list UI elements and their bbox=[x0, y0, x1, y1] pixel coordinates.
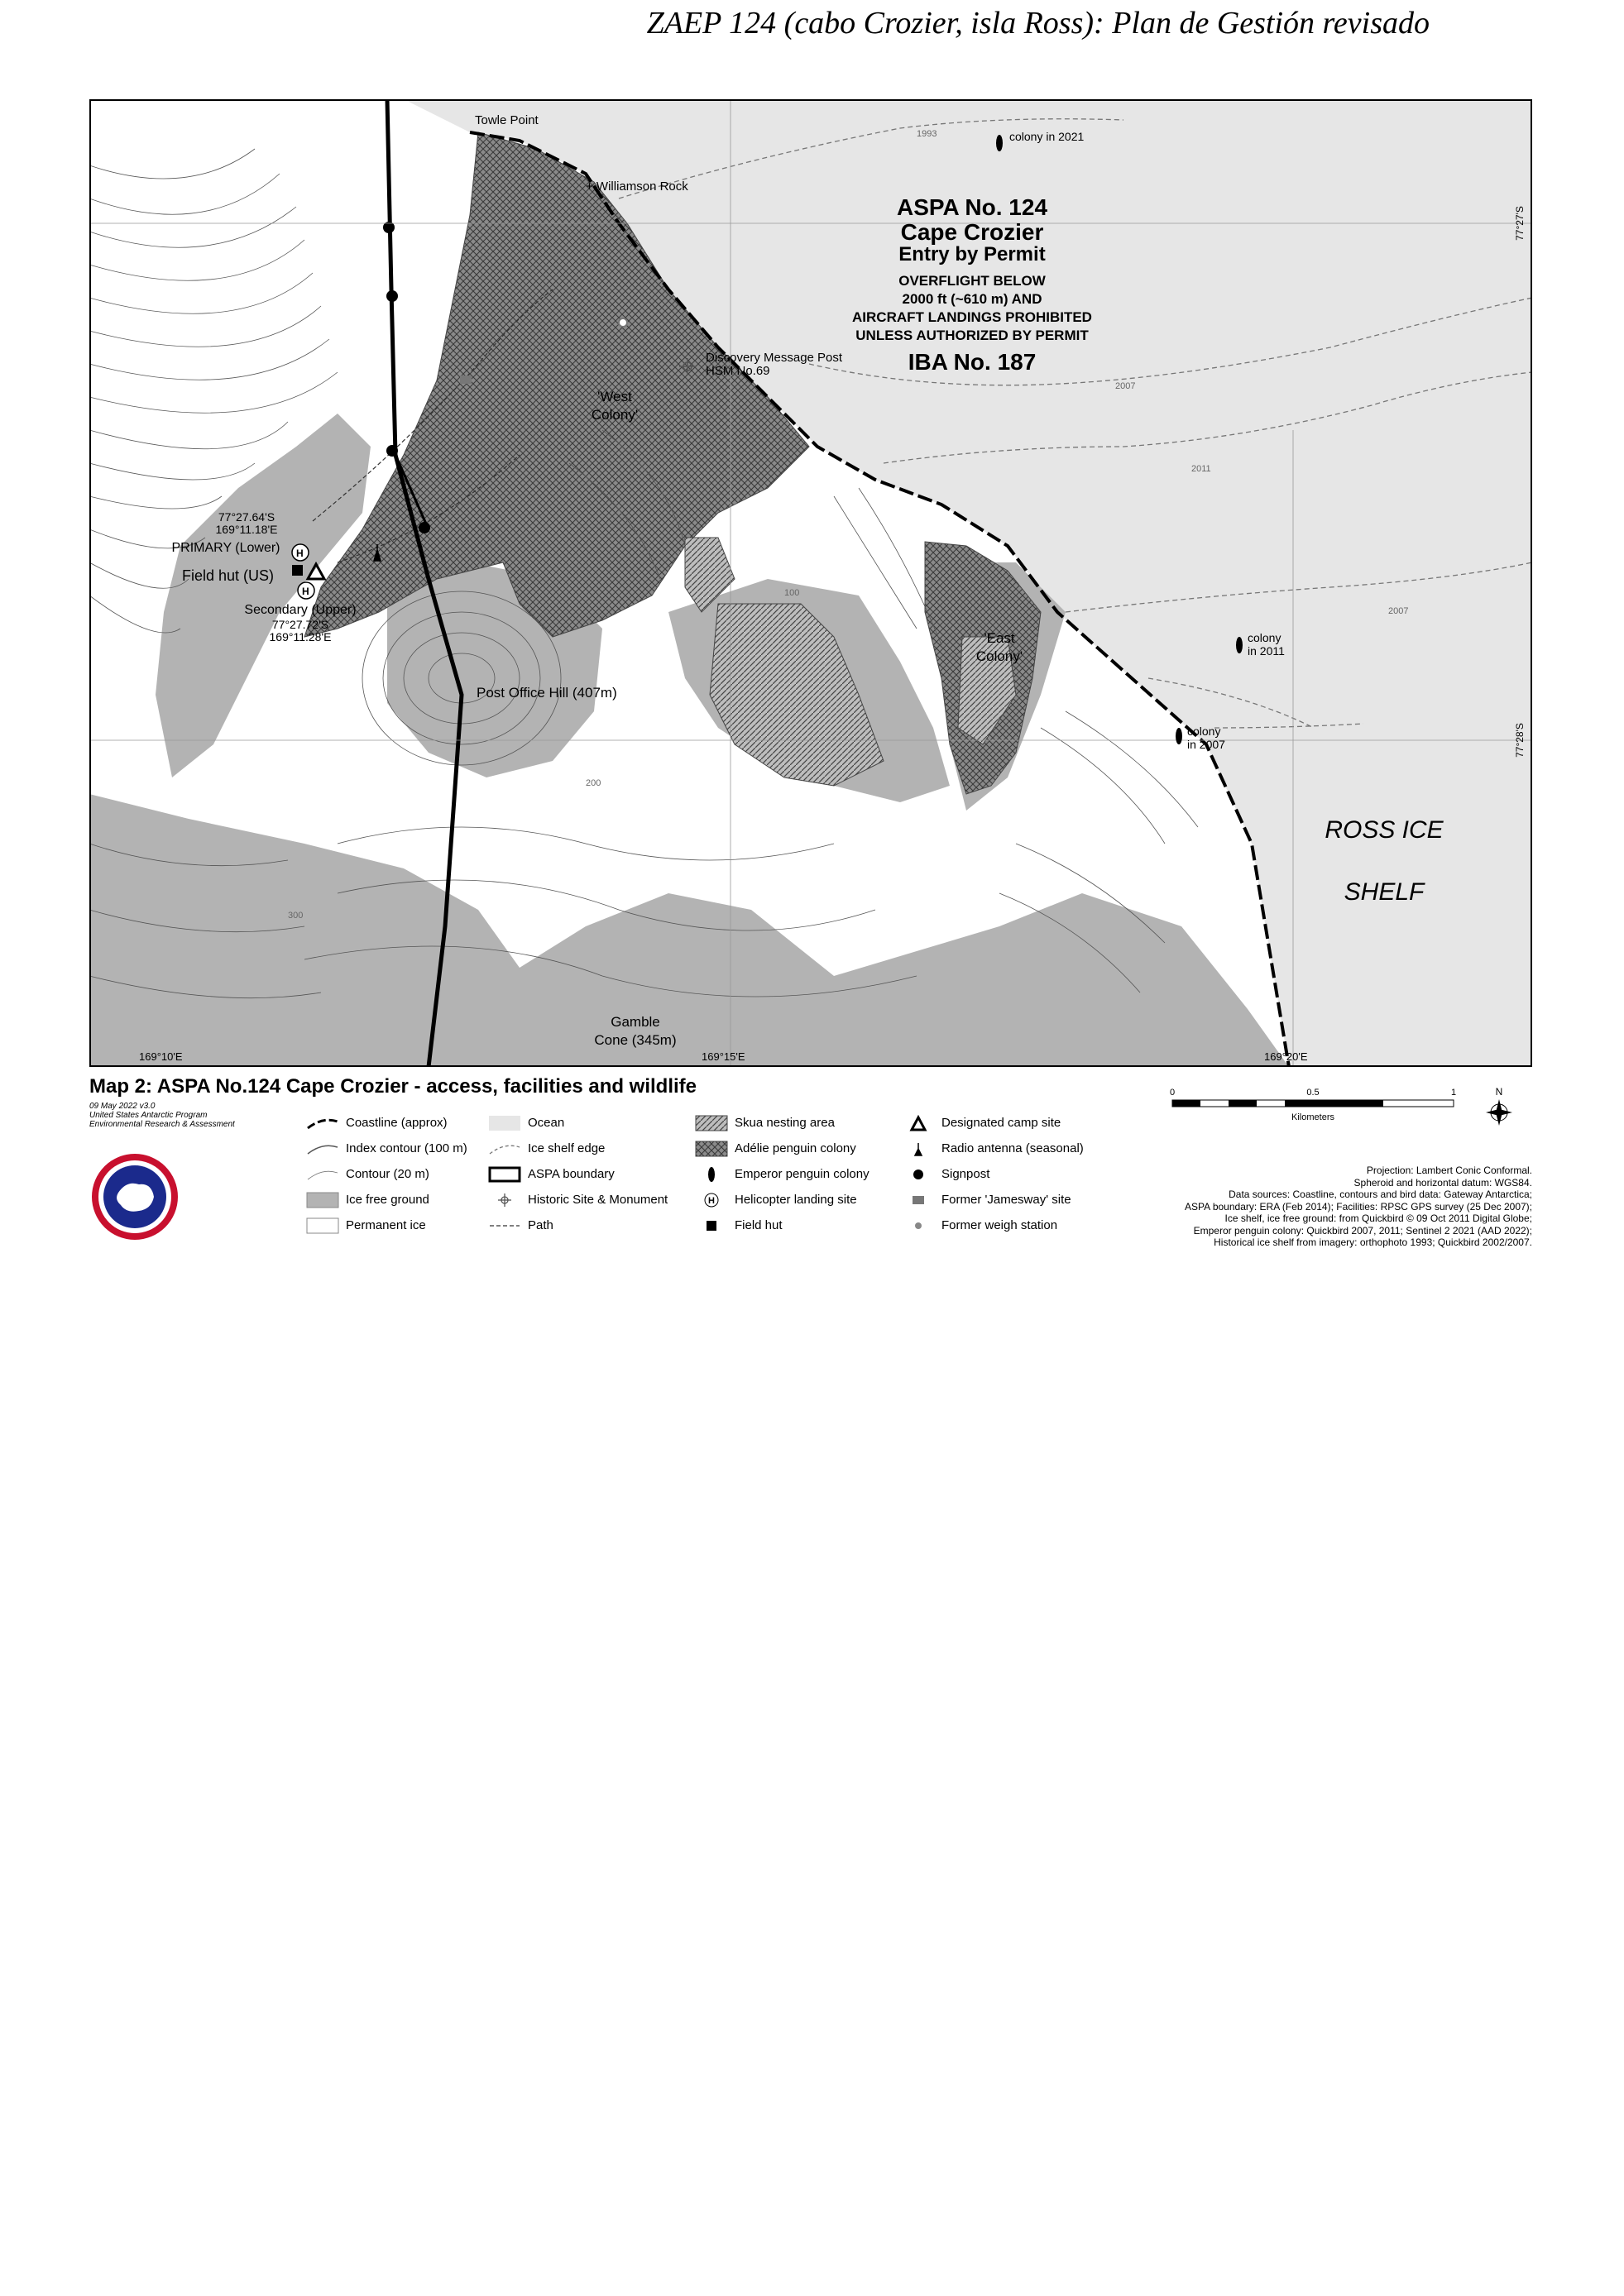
edge-year-label: 2007 bbox=[1388, 606, 1409, 616]
secondary-coord: 77°27.72'S bbox=[271, 618, 329, 631]
ross-ice-shelf-line: SHELF bbox=[1344, 878, 1425, 906]
legend-label: Ice shelf edge bbox=[528, 1141, 606, 1155]
aspa-title-line: Entry by Permit bbox=[898, 243, 1046, 265]
source-line: Spheroid and horizontal datum: WGS84. bbox=[1353, 1176, 1532, 1189]
helipad-h: H bbox=[302, 586, 309, 597]
legend-label: ASPA boundary bbox=[528, 1167, 615, 1181]
source-line: Projection: Lambert Conic Conformal. bbox=[1366, 1165, 1532, 1176]
legend-label: Designated camp site bbox=[941, 1116, 1061, 1130]
signpost-icon bbox=[386, 290, 398, 302]
gamble-cone-label-2: Cone (345m) bbox=[594, 1032, 677, 1048]
legend-item bbox=[693, 1187, 869, 1213]
west-colony-label: 'West bbox=[597, 389, 632, 404]
page-header bbox=[0, 0, 1624, 50]
contour-label: 100 bbox=[784, 588, 800, 598]
source-line: Historical ice shelf from imagery: orthophoto 1993; Quickbird 2002/2007. bbox=[1214, 1236, 1532, 1248]
source-line: Emperor penguin colony: Quickbird 2007, 2011; Sentinel 2 2021 (AAD 2022); bbox=[1193, 1224, 1532, 1236]
legend-item bbox=[304, 1136, 467, 1161]
legend-label: Skua nesting area bbox=[735, 1116, 835, 1130]
north-label: N bbox=[1495, 1086, 1503, 1098]
primary-helipad-label: PRIMARY (Lower) bbox=[171, 541, 280, 555]
edge-year-label: 2007 bbox=[1115, 381, 1136, 391]
west-colony-label-2: Colony' bbox=[591, 407, 639, 423]
source-line: Data sources: Coastline, contours and bird data: Gateway Antarctica; bbox=[1229, 1189, 1532, 1200]
colony-2011-label: colony bbox=[1248, 631, 1281, 644]
edge-year-label: 1993 bbox=[917, 129, 937, 139]
map-caption: Map 2: ASPA No.124 Cape Crozier - access, facilities and wildlife bbox=[89, 1075, 697, 1098]
legend-label: Former weigh station bbox=[941, 1218, 1058, 1232]
lat-label: 77°27'S bbox=[1514, 206, 1526, 241]
legend-label: Path bbox=[528, 1218, 553, 1232]
colony-2021-label: colony in 2021 bbox=[1009, 130, 1085, 143]
legend-label: Emperor penguin colony bbox=[735, 1167, 869, 1181]
legend-item bbox=[304, 1110, 467, 1136]
legend-column-4 bbox=[900, 1110, 1084, 1238]
legend-column-1 bbox=[304, 1110, 467, 1238]
document-title: ZAEP 124 (cabo Crozier, isla Ross): Plan de Gestión revisado bbox=[646, 6, 1430, 41]
scale-tick: 0.5 bbox=[1306, 1088, 1320, 1098]
legend-item bbox=[486, 1110, 668, 1136]
towle-point-label: Towle Point bbox=[475, 113, 539, 127]
helipad-h: H bbox=[296, 548, 304, 559]
legend-label: Radio antenna (seasonal) bbox=[941, 1141, 1084, 1155]
legend-label: Signpost bbox=[941, 1167, 990, 1181]
legend-label: Field hut bbox=[735, 1218, 783, 1232]
legend-item bbox=[900, 1161, 1084, 1187]
east-colony-label-2: Colony' bbox=[975, 648, 1023, 664]
legend-label: Adélie penguin colony bbox=[735, 1141, 856, 1155]
svg-text:H: H bbox=[708, 1195, 715, 1206]
credit-line: 09 May 2022 v3.0 bbox=[89, 1102, 156, 1111]
colony-2011-label-2: in 2011 bbox=[1248, 644, 1285, 658]
contour-label: 300 bbox=[288, 911, 304, 921]
legend-column-3 bbox=[693, 1110, 869, 1238]
legend-label: Former 'Jamesway' site bbox=[941, 1193, 1071, 1207]
legend-item bbox=[693, 1110, 869, 1136]
secondary-coord-2: 169°11.28'E bbox=[269, 630, 332, 643]
legend-label: Index contour (100 m) bbox=[346, 1141, 467, 1155]
contour-label: 200 bbox=[586, 778, 601, 788]
jamesway-site-icon bbox=[460, 375, 472, 384]
emperor-penguin-icon bbox=[996, 135, 1003, 151]
primary-coord-2: 169°11.18'E bbox=[215, 523, 278, 536]
map-panel bbox=[89, 99, 1532, 1067]
lon-label: 169°15'E bbox=[702, 1050, 745, 1063]
aspa-title-line: ASPA No. 124 bbox=[896, 194, 1048, 220]
scale-tick: 1 bbox=[1450, 1088, 1457, 1098]
east-colony-label: 'East bbox=[984, 630, 1015, 646]
legend-item bbox=[693, 1136, 869, 1161]
legend-item bbox=[693, 1161, 869, 1187]
scale-bar bbox=[1168, 1083, 1516, 1133]
aspa-title-line: Cape Crozier bbox=[900, 219, 1044, 245]
field-hut-icon bbox=[292, 565, 303, 576]
legend-label: Historic Site & Monument bbox=[528, 1193, 668, 1207]
credit-line: United States Antarctic Program bbox=[89, 1111, 208, 1120]
scale-tick: 0 bbox=[1169, 1088, 1176, 1098]
data-sources bbox=[1069, 1165, 1532, 1249]
secondary-helipad-label: Secondary (Upper) bbox=[244, 603, 357, 617]
legend-item bbox=[486, 1136, 668, 1161]
ross-ice-shelf-line: ROSS ICE bbox=[1325, 816, 1444, 844]
emperor-penguin-icon bbox=[1176, 728, 1182, 744]
overflight-line: AIRCRAFT LANDINGS PROHIBITED bbox=[852, 309, 1092, 325]
legend-item bbox=[304, 1187, 467, 1213]
signpost-icon bbox=[386, 445, 398, 457]
post-office-hill-label: Post Office Hill (407m) bbox=[477, 685, 617, 701]
overflight-line: 2000 ft (~610 m) AND bbox=[902, 291, 1042, 307]
map-credits bbox=[89, 1102, 235, 1129]
map-legend bbox=[89, 1075, 1532, 1249]
emperor-penguin-icon bbox=[1236, 637, 1243, 653]
field-hut-label: Field hut (US) bbox=[182, 567, 275, 584]
lon-label: 169°10'E bbox=[139, 1050, 183, 1063]
legend-label: Coastline (approx) bbox=[346, 1116, 448, 1130]
legend-label: Ice free ground bbox=[346, 1193, 429, 1207]
legend-item bbox=[486, 1213, 668, 1238]
legend-item bbox=[900, 1213, 1084, 1238]
legend-item bbox=[900, 1136, 1084, 1161]
scale-unit: Kilometers bbox=[1291, 1112, 1334, 1122]
legend-label: Permanent ice bbox=[346, 1218, 426, 1232]
overflight-line: UNLESS AUTHORIZED BY PERMIT bbox=[855, 328, 1089, 343]
legend-label: Contour (20 m) bbox=[346, 1167, 429, 1181]
legend-label: Helicopter landing site bbox=[735, 1193, 857, 1207]
usap-logo-icon bbox=[89, 1151, 180, 1242]
legend-item bbox=[304, 1161, 467, 1187]
colony-2007-label: colony bbox=[1187, 725, 1221, 738]
lat-label: 77°28'S bbox=[1514, 723, 1526, 758]
legend-label: Ocean bbox=[528, 1116, 565, 1130]
source-line: ASPA boundary: ERA (Feb 2014); Facilities: RPSC GPS survey (25 Dec 2007); bbox=[1185, 1200, 1532, 1213]
legend-item bbox=[304, 1213, 467, 1238]
lon-label: 169°20'E bbox=[1264, 1050, 1308, 1063]
map-svg bbox=[89, 99, 1532, 1067]
gamble-cone-label: Gamble bbox=[611, 1014, 660, 1030]
primary-coord: 77°27.64'S bbox=[218, 510, 275, 524]
signpost-icon bbox=[419, 522, 430, 533]
weigh-station-icon bbox=[619, 318, 627, 327]
legend-item bbox=[900, 1110, 1084, 1136]
credit-line: Environmental Research & Assessment bbox=[89, 1120, 235, 1129]
north-arrow-icon bbox=[1486, 1099, 1512, 1126]
legend-item bbox=[486, 1161, 668, 1187]
williamson-rock-label: + Williamson Rock bbox=[586, 179, 688, 194]
legend-item bbox=[486, 1187, 668, 1213]
source-line: Ice shelf, ice free ground: from Quickbird © 09 Oct 2011 Digital Globe; bbox=[1224, 1213, 1532, 1224]
legend-column-2 bbox=[486, 1110, 668, 1238]
edge-year-label: 2011 bbox=[1191, 464, 1211, 474]
iba-label: IBA No. 187 bbox=[908, 349, 1037, 375]
legend-item bbox=[693, 1213, 869, 1238]
discovery-post-label: Discovery Message Post bbox=[706, 351, 843, 365]
legend-item bbox=[900, 1187, 1084, 1213]
colony-2007-label-2: in 2007 bbox=[1187, 738, 1225, 751]
overflight-line: OVERFLIGHT BELOW bbox=[898, 273, 1046, 289]
discovery-post-label-2: HSM No.69 bbox=[706, 364, 770, 378]
